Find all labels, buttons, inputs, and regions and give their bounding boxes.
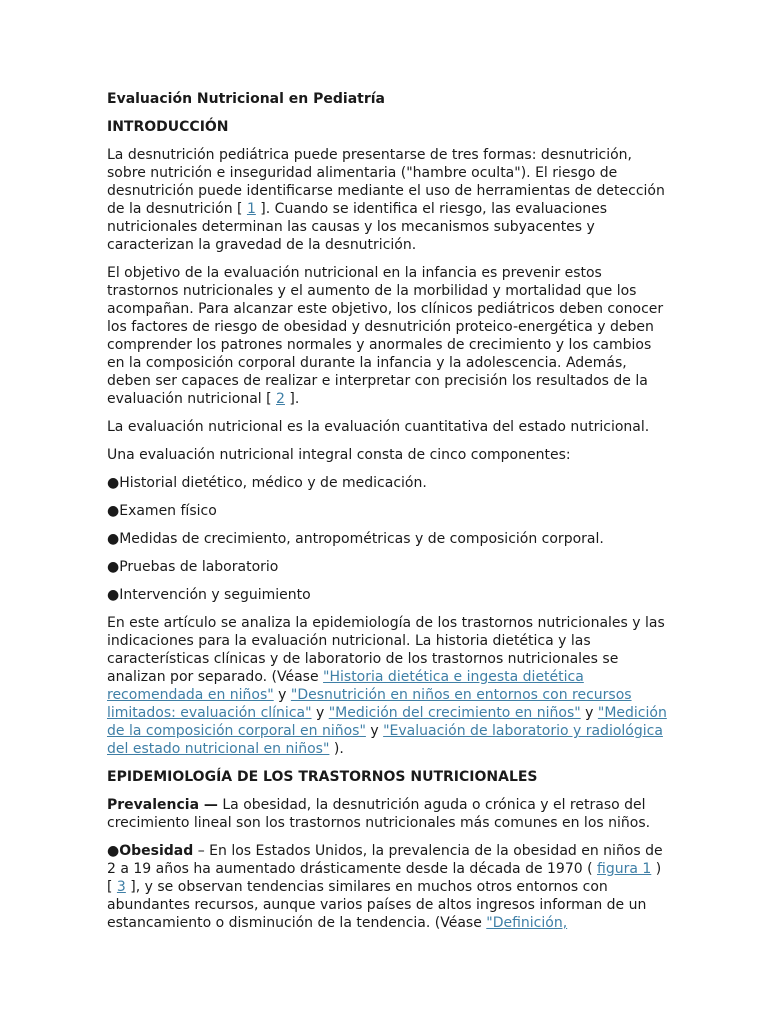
bullet-icon: ● <box>107 559 120 575</box>
intro-p1-text: La desnutrición pediátrica puede presentarse de tres formas: desnutrición, sobre nutrición e inseguridad alimentaria ("hambre oculta"). El riesgo de desnutrición puede identificarse mediante el uso de herramientas de detección de la desnutrición [ <box>107 147 665 217</box>
bullet-icon: ● <box>107 843 120 859</box>
component-item <box>107 530 667 548</box>
bullet-icon: ● <box>107 531 120 547</box>
intro-paragraph-2 <box>107 264 667 408</box>
intro-p2-text-end: ]. <box>284 391 300 407</box>
epidemiology-heading: EPIDEMIOLOGÍA DE LOS TRASTORNOS NUTRICIONALES <box>107 769 538 785</box>
reference-link-3[interactable]: 3 <box>116 879 126 895</box>
reference-link-1[interactable]: 1 <box>246 201 256 217</box>
component-item <box>107 558 667 576</box>
closing-text: ). <box>329 741 344 757</box>
prevalence-label: Prevalencia — <box>107 797 218 813</box>
intro-paragraph-1 <box>107 146 667 254</box>
obesity-text-2: ) [ <box>107 861 662 895</box>
malnutrition-evaluation-link[interactable]: "Desnutrición en niños en entornos con recursos limitados: evaluación clínica" <box>107 687 632 721</box>
reference-link-2[interactable]: 2 <box>276 391 285 407</box>
bullet-icon: ● <box>107 587 120 603</box>
document-title: Evaluación Nutricional en Pediatría <box>107 91 385 107</box>
conjunction-text: y <box>273 687 291 703</box>
intro-p1-text-end: ]. Cuando se identifica el riesgo, las evaluaciones nutricionales determinan las causas y los mecanismos subyacentes y caracterizan la gravedad de la desnutrición. <box>107 201 608 253</box>
growth-measurement-link[interactable]: "Medición del crecimiento en niños" <box>328 705 581 721</box>
prevalence-text: La obesidad, la desnutrición aguda o crónica y el retraso del crecimiento lineal son los trastornos nutricionales más comunes en los niños. <box>107 797 651 831</box>
bullet-icon: ● <box>107 503 120 519</box>
intro-paragraph-4: Una evaluación nutricional integral consta de cinco componentes: <box>107 447 571 463</box>
bullet-icon: ● <box>107 475 120 491</box>
figure-1-link[interactable]: figura 1 <box>597 861 652 877</box>
component-label: Medidas de crecimiento, antropométricas y de composición corporal. <box>119 531 604 547</box>
laboratory-evaluation-link[interactable]: "Evaluación de laboratorio y radiológica del estado nutricional en niños" <box>107 723 663 757</box>
definition-link[interactable]: "Definición, <box>486 915 568 931</box>
prevalence-paragraph <box>107 796 667 832</box>
document-page <box>107 90 667 942</box>
dietary-history-link[interactable]: "Historia dietética e ingesta dietética recomendada en niños" <box>107 669 584 703</box>
intro-paragraph-5 <box>107 614 667 758</box>
intro-p2-text: El objetivo de la evaluación nutricional en la infancia es prevenir estos trastornos nutricionales y el aumento de la morbilidad y mortalidad que los acompañan. Para alcanzar este objetivo, los clínicos pediátricos deben conocer los factores de riesgo de obesidad y desnutrición proteico-energética y deben comprender los patrones normales y anormales de crecimiento y los cambios en la composición corporal durante la infancia y la adolescencia. Además, deben ser capaces de realizar e interpretar con precisión los resultados de la evaluación nutricional [ <box>107 265 664 407</box>
component-label: Historial dietético, médico y de medicación. <box>119 475 427 491</box>
obesity-text-3: ], y se observan tendencias similares en muchos otros entornos con abundantes recursos, aunque varios países de altos ingresos informan de un estancamiento o disminución de la tendencia. (Véase <box>107 879 647 931</box>
conjunction-text: y <box>580 705 598 721</box>
component-item <box>107 474 667 492</box>
intro-paragraph-3: La evaluación nutricional es la evaluación cuantitativa del estado nutricional. <box>107 419 650 435</box>
obesity-paragraph <box>107 842 667 932</box>
conjunction-text: y <box>365 723 384 739</box>
component-label: Examen físico <box>119 503 217 519</box>
conjunction-text: y <box>311 705 329 721</box>
component-item <box>107 586 667 604</box>
component-label: Intervención y seguimiento <box>119 587 311 603</box>
obesity-text: – En los Estados Unidos, la prevalencia de la obesidad en niños de 2 a 19 años ha aumentado drásticamente desde la década de 1970 ( <box>107 843 663 877</box>
component-label: Pruebas de laboratorio <box>119 559 279 575</box>
intro-p5-text: En este artículo se analiza la epidemiología de los trastornos nutricionales y las indicaciones para la evaluación nutricional. La historia dietética y las características clínicas y de laboratorio de los trastornos nutricionales se analizan por separado. (Véase <box>107 615 665 685</box>
obesity-label: Obesidad <box>119 843 194 859</box>
intro-heading: INTRODUCCIÓN <box>107 119 229 135</box>
component-item <box>107 502 667 520</box>
body-composition-link[interactable]: "Medición de la composición corporal en niños" <box>107 705 667 739</box>
